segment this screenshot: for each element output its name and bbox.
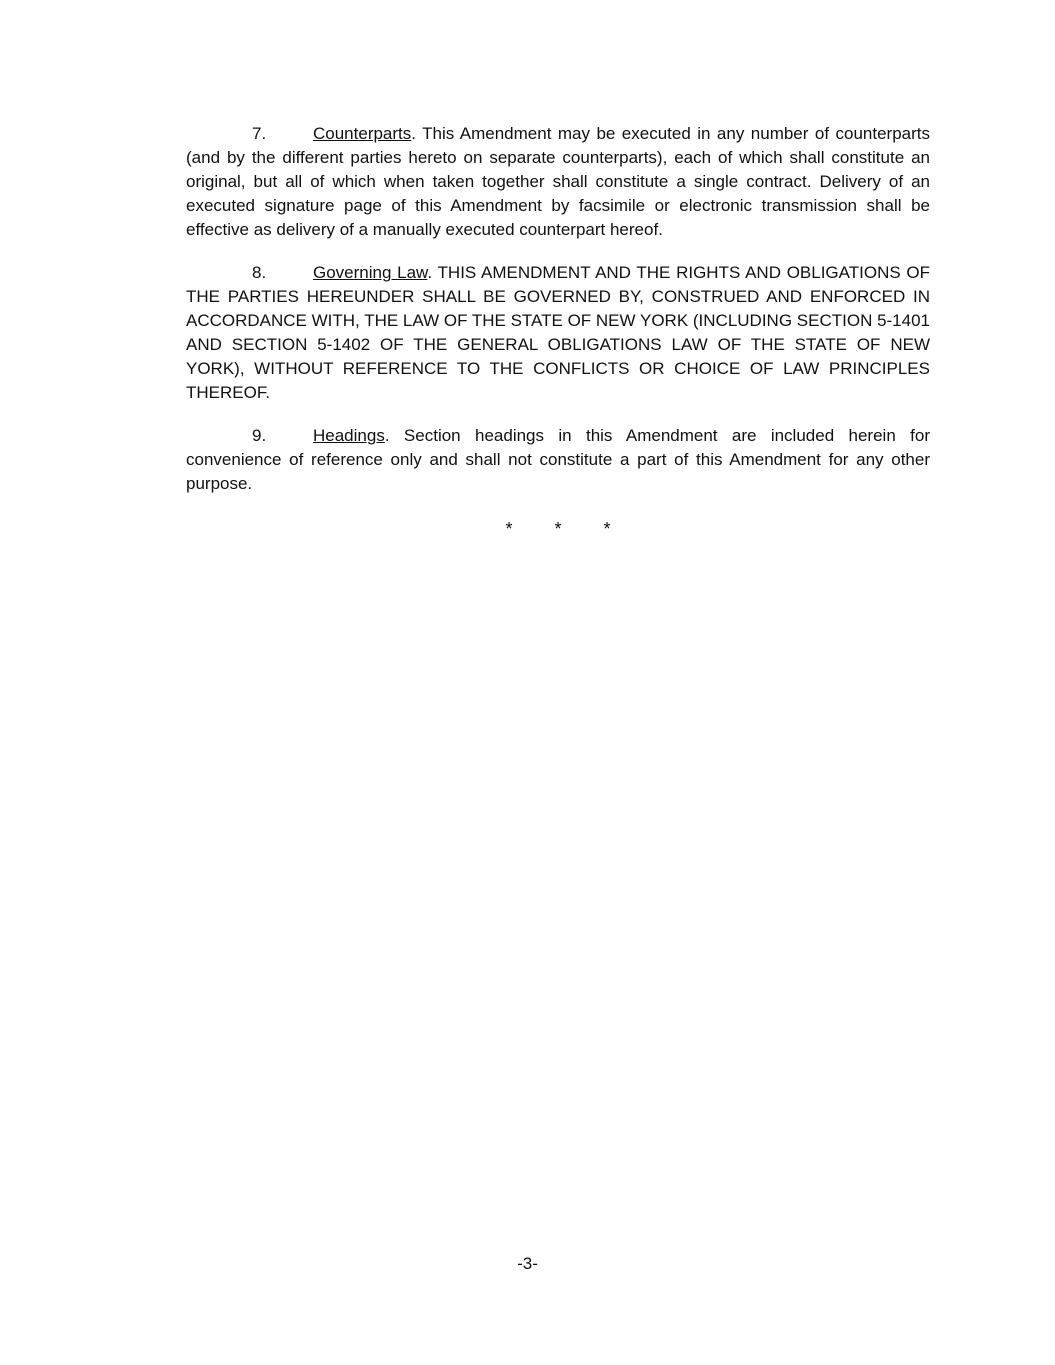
section-body-headings: . Section headings in this Amendment are included herein for convenience of reference only and shall not constitute a part of this Amendment for any other purpose.	[186, 426, 930, 493]
section-heading-headings: Headings	[313, 426, 385, 445]
section-heading-counterparts: Counterparts	[313, 124, 412, 143]
section-number-9: 9.	[252, 426, 267, 445]
star-glyph: *	[505, 519, 513, 539]
paragraph-governing-law	[186, 261, 930, 405]
section-number-7: 7.	[252, 124, 267, 143]
paragraph-counterparts	[186, 122, 930, 242]
section-body-counterparts: . This Amendment may be executed in any number of counterparts (and by the different parties hereto on separate counterparts), each of which shall constitute an original, but all of which when taken together shall constitute a single contract. Delivery of an executed signature page of this Amendment by facsimile or electronic transmission shall be effective as delivery of a manually executed counterpart hereof.	[186, 124, 930, 239]
paragraph-headings	[186, 424, 930, 496]
section-body-governing-law: . THIS AMENDMENT AND THE RIGHTS AND OBLIGATIONS OF THE PARTIES HEREUNDER SHALL BE GOVERNED BY, CONSTRUED AND ENFORCED IN ACCORDANCE WITH, THE LAW OF THE STATE OF NEW YORK (INCLUDING SECTION 5-1401 AND SECTION 5-1402 OF THE GENERAL OBLIGATIONS LAW OF THE STATE OF NEW YORK), WITHOUT REFERENCE TO THE CONFLICTS OR CHOICE OF LAW PRINCIPLES THEREOF.	[186, 263, 931, 402]
star-glyph: *	[554, 519, 562, 539]
section-heading-governing-law: Governing Law	[313, 263, 428, 282]
section-separator-stars	[186, 517, 930, 541]
document-body	[186, 122, 930, 541]
section-number-8: 8.	[252, 263, 267, 282]
page-number: -3-	[517, 1254, 538, 1273]
star-glyph: *	[603, 519, 611, 539]
